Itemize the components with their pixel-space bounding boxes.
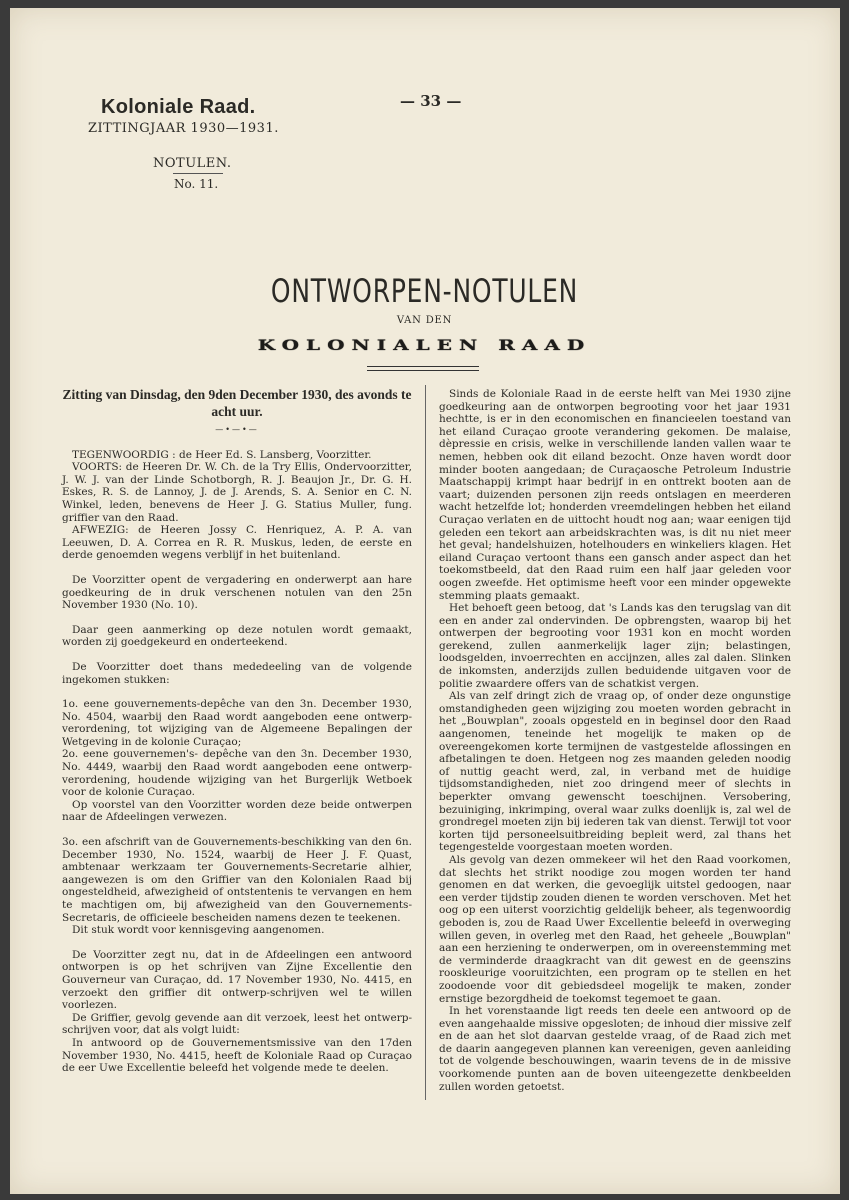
paragraph: 3o. een afschrift van de Gouvernements-beschikking van den 6n. December 1930, No. 1524, waarbij de Heer J. F. Quast, ambtenaar werkzaam ter Gouvernements-Secretarie alhier, aangewezen is om den Griffier van den Kolonialen Raad bij ongesteldheid, afwezigheid of ontstentenis te vervangen en hem te machtigen om, bij afwezigheid van den Gouvernements-Secretaris, de officieele bescheiden namens dezen te teekenen. <box>62 836 412 924</box>
sitting-heading: Zitting van Dinsdag, den 9den December 1930, des avonds te acht uur. <box>62 387 412 419</box>
left-column <box>62 386 412 1075</box>
column-divider <box>425 385 426 1100</box>
paragraph: Op voorstel van den Voorzitter worden deze beide ontwerpen naar de Afdeelingen verwezen. <box>62 798 412 824</box>
council-title: KOLONIALEN RAAD <box>257 336 592 354</box>
paragraph: De Voorzitter zegt nu, dat in de Afdeelingen een antwoord ontworpen is op het schrijven van Zijne Excellentie den Gouverneur van Curaçao, dd. 17 November 1930, No. 4415, en verzoekt den griffier dit ontwerp-schrijven wel te willen voorlezen. <box>62 948 412 1012</box>
paragraph: 1o. eene gouvernements-depêche van den 3n. December 1930, No. 4504, waarbij den Raad wordt aangeboden eene ontwerp-verordening, tot wijziging van de Algemeene Bepalingen der Wetgeving in de kolonie Curaçao; <box>62 698 412 748</box>
paragraph: Als gevolg van dezen ommekeer wil het den Raad voorkomen, dat slechts het strikt noodige zou mogen worden ter hand genomen en dat werken, die gevoeglijk uitstel gedoogen, naar een verder tijdstip zouden dienen te worden verschoven. Met het oog op een uiterst voorzichtig geldelijk beheer, als tegenwoordig geboden is, zou de Raad Uwer Excellentie beleefd in overweging willen geven, in overleg met den Raad, het geheele „Bouwplan" aan een herziening te onderwerpen, om in overeenstemming met de verminderde draagkracht van dit gewest en de geenszins rooskleurige vooruitzichten, een program op te stellen en het zoodoende voor dit gebiedsdeel mogelijk te maken, zonder ernstige bezorgdheid de toekomst tegemoet te gaan. <box>439 853 791 1005</box>
paragraph: Het behoeft geen betoog, dat 's Lands kas den terugslag van dit een en ander zal ondervinden. De opbrengsten, waarop bij het ontwerpen der begrooting voor 1931 kon en mocht worden gerekend, zullen aanmerkelijk lager zijn; belastingen, loodsgelden, invoerrechten en accijnzen, alles zal dalen. Slinken de inkomsten, anderzijds zullen beduidende uitgaven voor de politie zwaardere offers van de schatkist vergen. <box>439 602 791 690</box>
paragraph: Daar geen aanmerking op deze notulen wordt gemaakt, worden zij goedgekeurd en onderteekend. <box>62 623 412 649</box>
paragraph: In het vorenstaande ligt reeds ten deele een antwoord op de even aangehaalde missive opgesloten; de inhoud dier missive zelf en de aan het slot daarvan gestelde vraag, of de Raad zich met de daarin aangegeven plannen kan vereenigen, geven aanleiding tot de volgende beschouwingen, waarin tevens de in de missive voorkomende punten aan de boven uiteengezette denkbeelden zullen worden getoetst. <box>439 1005 791 1093</box>
right-column <box>439 388 791 1093</box>
paragraph: De Griffier, gevolg gevende aan dit verzoek, leest het ontwerp-schrijven voor, dat als volgt luidt: <box>62 1011 412 1037</box>
paragraph: Dit stuk wordt voor kennisgeving aangenomen. <box>72 924 325 937</box>
title-rule-bottom <box>367 370 479 371</box>
title-connector: VAN DEN <box>396 315 453 326</box>
title-rule-top <box>367 366 479 367</box>
number-divider <box>173 173 223 174</box>
issue-number: No. 11. <box>174 177 219 191</box>
notulen-label: NOTULEN. <box>153 156 232 171</box>
paragraph: 2o. eene gouvernemen's- depêche van den 3n. December 1930, No. 4449, waarbij den Raad wordt aangeboden eene ontwerp-verordening, houdende wijziging van het Burgerlijk Wetboek voor de kolonie Curaçao. <box>62 748 412 799</box>
masthead <box>88 96 279 191</box>
organization-name: Koloniale Raad. <box>101 96 256 118</box>
ornament: —•—•— <box>215 425 259 434</box>
paragraph-afwezig: AFWEZIG: de Heeren Jossy C. Henriquez, A. P. A. van Leeuwen, D. A. Correa en R. R. Muskus, leden, de eerste en derde genoemden wegens verblijf in het buitenland. <box>62 524 412 562</box>
document-title: ONTWORPEN-NOTULEN <box>270 272 579 310</box>
paragraph: In antwoord op de Gouvernementsmissive van den 17den November 1930, No. 4415, heeft de Koloniale Raad op Curaçao de eer Uwe Excellentie beleefd het volgende mede te deelen. <box>62 1036 412 1075</box>
paragraph: De Voorzitter opent de vergadering en onderwerpt aan hare goedkeuring de in druk verschenen notulen van den 25n November 1930 (No. 10). <box>62 573 412 612</box>
paragraph: Als van zelf dringt zich de vraag op, of onder deze ongunstige omstandigheden geen wijziging zou moeten worden gebracht in het „Bouwplan", zooals opgesteld en in beginsel door den Raad aangenomen, teneinde het mogelijk te maken op de overeengekomen korte termijnen de vastgestelde aflossingen en afbetalingen te doen. Hetgeen nog zes maanden geleden noodig of nuttig geacht werd, zal, in verband met de huidige tijdsomstandigheden, niet zoo dringend meer of slechts in beperkter omvang gewenscht toeschijnen. Versobering, bezuiniging, inkrimping, overal waar zulks doenlijk is, zal wel de grondregel moeten zijn bij iederen tak van dienst. Terwijl tot voor korten tijd personeelsuitbreiding bepleit werd, zal thans het tegengestelde voorgestaan moeten worden. <box>439 690 791 854</box>
session-year: ZITTINGJAAR 1930—1931. <box>88 121 279 136</box>
page-number: — 33 — <box>400 92 462 110</box>
paragraph-present: TEGENWOORDIG : de Heer Ed. S. Lansberg, Voorzitter. <box>72 448 372 461</box>
paragraph: Sinds de Koloniale Raad in de eerste helft van Mei 1930 zijne goedkeuring aan de ontworpen begrooting voor het jaar 1931 hechtte, is er in den economischen en financieelen toestand van het eiland Curaçao groote verandering gekomen. De malaise, dèpressie en crisis, welke in verschillende landen vallen waar te nemen, hebben ook dit eiland bezocht. Onze haven wordt door minder booten aangedaan; de Curaçaosche Petroleum Industrie Maatschappij krimpt haar bedrijf in en onttrekt booten aan de vaart; duizenden personen zijn reeds ontslagen en meerderen wacht hetzelfde lot; honderden vreemdelingen hebben het eiland Curaçao verlaten en de uittocht houdt nog aan; waar eenigen tijd geleden een tekort aan arbeidskrachten was, is dit nu niet meer het geval; handelshuizen, hotelhouders en winkeliers klagen. Het eiland Curaçao vertoont thans een gansch ander aspect dan het toekomstbeeld, dat den Raad ruim een half jaar geleden voor oogen zweefde. Het optimisme heeft voor een minder opgewekte stemming plaats gemaakt. <box>439 388 791 602</box>
paragraph-voorts: VOORTS: de Heeren Dr. W. Ch. de la Try Ellis, Ondervoorzitter, J. W. J. van der Linde Schotborgh, R. J. Beaujon Jr., Dr. G. H. Eskes, R. S. de Lannoy, J. de J. Arends, S. A. Senior en C. N. Winkel, leden, benevens de Heer J. G. Statius Muller, fung. griffier van den Raad. <box>62 461 412 524</box>
paragraph: De Voorzitter doet thans mededeeling van de volgende ingekomen stukken: <box>62 660 412 686</box>
